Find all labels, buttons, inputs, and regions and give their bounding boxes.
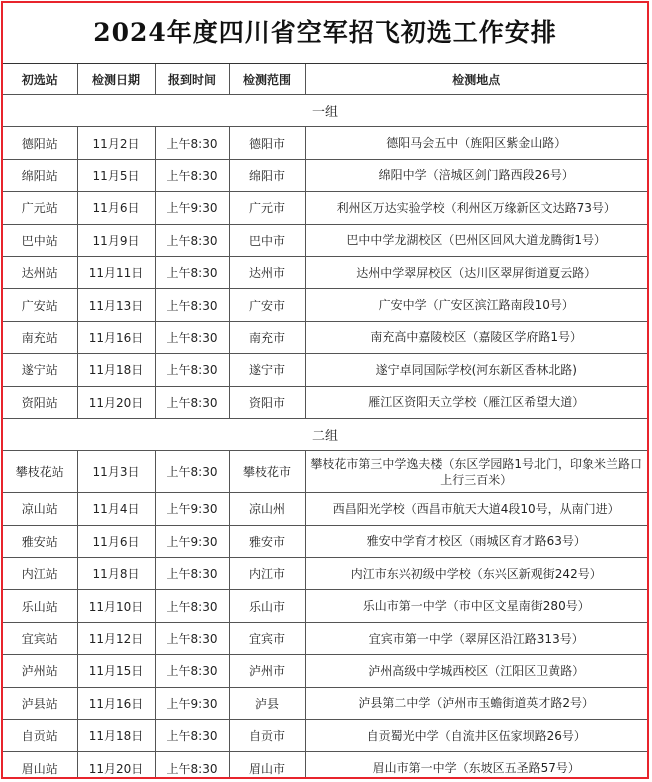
cell-time: 上午9:30 [155, 493, 229, 525]
cell-site: 雁江区资阳天立学校（雁江区希望大道） [305, 386, 647, 418]
cell-date: 11月20日 [77, 386, 155, 418]
cell-site: 泸州高级中学城西校区（江阳区卫黄路） [305, 655, 647, 687]
cell-station: 攀枝花站 [3, 451, 77, 493]
group-header-row [3, 95, 647, 127]
cell-date: 11月3日 [77, 451, 155, 493]
document-frame [1, 1, 649, 779]
header-row [3, 64, 647, 95]
cell-station: 泸州站 [3, 655, 77, 687]
cell-date: 11月2日 [77, 127, 155, 159]
cell-site: 广安中学（广安区滨江路南段10号） [305, 289, 647, 321]
cell-time: 上午8:30 [155, 127, 229, 159]
header-station: 初选站 [3, 64, 77, 95]
cell-time: 上午8:30 [155, 720, 229, 752]
cell-station: 内江站 [3, 558, 77, 590]
cell-date: 11月10日 [77, 590, 155, 622]
header-time: 报到时间 [155, 64, 229, 95]
cell-station: 泸县站 [3, 687, 77, 719]
table-row [3, 159, 647, 191]
cell-site: 内江市东兴初级中学校（东兴区新观街242号） [305, 558, 647, 590]
cell-station: 达州站 [3, 256, 77, 288]
table-row [3, 590, 647, 622]
cell-site: 雅安中学育才校区（雨城区育才路63号） [305, 525, 647, 557]
cell-time: 上午8:30 [155, 224, 229, 256]
table-row [3, 655, 647, 687]
cell-station: 巴中站 [3, 224, 77, 256]
cell-date: 11月4日 [77, 493, 155, 525]
cell-date: 11月15日 [77, 655, 155, 687]
table-row [3, 720, 647, 752]
cell-site: 攀枝花市第三中学逸夫楼（东区学园路1号北门，印象米兰路口上行三百米） [305, 451, 647, 493]
cell-date: 11月12日 [77, 622, 155, 654]
cell-time: 上午8:30 [155, 354, 229, 386]
table-row [3, 354, 647, 386]
schedule-table [3, 64, 647, 779]
group-label: 二组 [3, 418, 647, 450]
cell-scope: 自贡市 [229, 720, 305, 752]
cell-time: 上午8:30 [155, 558, 229, 590]
cell-time: 上午8:30 [155, 386, 229, 418]
cell-site: 利州区万达实验学校（利州区万缘新区文达路73号） [305, 192, 647, 224]
cell-time: 上午8:30 [155, 752, 229, 779]
cell-date: 11月9日 [77, 224, 155, 256]
cell-site: 巴中中学龙湖校区（巴州区回风大道龙腾街1号） [305, 224, 647, 256]
cell-site: 遂宁卓同国际学校(河东新区香林北路) [305, 354, 647, 386]
cell-time: 上午8:30 [155, 590, 229, 622]
cell-station: 广元站 [3, 192, 77, 224]
cell-time: 上午9:30 [155, 525, 229, 557]
table-row [3, 451, 647, 493]
cell-site: 泸县第二中学（泸州市玉蟾街道英才路2号） [305, 687, 647, 719]
cell-date: 11月6日 [77, 192, 155, 224]
cell-site: 南充高中嘉陵校区（嘉陵区学府路1号） [305, 321, 647, 353]
table-row [3, 558, 647, 590]
cell-scope: 广元市 [229, 192, 305, 224]
cell-station: 遂宁站 [3, 354, 77, 386]
table-row [3, 386, 647, 418]
table-row [3, 224, 647, 256]
cell-site: 绵阳中学（涪城区剑门路西段26号） [305, 159, 647, 191]
cell-site: 宜宾市第一中学（翠屏区沿江路313号） [305, 622, 647, 654]
cell-scope: 泸县 [229, 687, 305, 719]
table-row [3, 192, 647, 224]
header-scope: 检测范围 [229, 64, 305, 95]
cell-scope: 泸州市 [229, 655, 305, 687]
cell-station: 雅安站 [3, 525, 77, 557]
cell-date: 11月18日 [77, 720, 155, 752]
table-row [3, 127, 647, 159]
cell-station: 乐山站 [3, 590, 77, 622]
cell-station: 自贡站 [3, 720, 77, 752]
cell-scope: 攀枝花市 [229, 451, 305, 493]
cell-scope: 绵阳市 [229, 159, 305, 191]
cell-station: 德阳站 [3, 127, 77, 159]
cell-scope: 遂宁市 [229, 354, 305, 386]
cell-date: 11月13日 [77, 289, 155, 321]
cell-time: 上午8:30 [155, 622, 229, 654]
group-header-row [3, 418, 647, 450]
cell-site: 乐山市第一中学（市中区文星南街280号） [305, 590, 647, 622]
cell-scope: 资阳市 [229, 386, 305, 418]
cell-station: 绵阳站 [3, 159, 77, 191]
cell-station: 南充站 [3, 321, 77, 353]
table-row [3, 687, 647, 719]
cell-date: 11月16日 [77, 687, 155, 719]
cell-scope: 广安市 [229, 289, 305, 321]
cell-time: 上午8:30 [155, 321, 229, 353]
cell-date: 11月5日 [77, 159, 155, 191]
group-label: 一组 [3, 95, 647, 127]
cell-station: 资阳站 [3, 386, 77, 418]
cell-site: 达州中学翠屏校区（达川区翠屏街道夏云路） [305, 256, 647, 288]
cell-scope: 巴中市 [229, 224, 305, 256]
cell-scope: 眉山市 [229, 752, 305, 779]
cell-time: 上午8:30 [155, 289, 229, 321]
cell-station: 宜宾站 [3, 622, 77, 654]
cell-station: 广安站 [3, 289, 77, 321]
cell-time: 上午8:30 [155, 655, 229, 687]
cell-time: 上午9:30 [155, 687, 229, 719]
header-site: 检测地点 [305, 64, 647, 95]
cell-scope: 达州市 [229, 256, 305, 288]
cell-scope: 南充市 [229, 321, 305, 353]
cell-date: 11月20日 [77, 752, 155, 779]
table-row [3, 493, 647, 525]
table-row [3, 622, 647, 654]
cell-date: 11月6日 [77, 525, 155, 557]
table-row [3, 289, 647, 321]
cell-scope: 乐山市 [229, 590, 305, 622]
cell-scope: 雅安市 [229, 525, 305, 557]
cell-station: 眉山站 [3, 752, 77, 779]
page-title: 2024年度四川省空军招飞初选工作安排 [3, 3, 647, 64]
cell-time: 上午8:30 [155, 159, 229, 191]
cell-date: 11月11日 [77, 256, 155, 288]
cell-site: 自贡蜀光中学（自流井区伍家坝路26号） [305, 720, 647, 752]
cell-time: 上午8:30 [155, 256, 229, 288]
table-row [3, 752, 647, 779]
cell-site: 德阳马会五中（旌阳区紫金山路） [305, 127, 647, 159]
cell-site: 西昌阳光学校（西昌市航天大道4段10号，从南门进） [305, 493, 647, 525]
table-row [3, 525, 647, 557]
header-date: 检测日期 [77, 64, 155, 95]
cell-scope: 内江市 [229, 558, 305, 590]
cell-site: 眉山市第一中学（东坡区五圣路57号） [305, 752, 647, 779]
cell-time: 上午8:30 [155, 451, 229, 493]
cell-scope: 德阳市 [229, 127, 305, 159]
table-row [3, 256, 647, 288]
cell-date: 11月18日 [77, 354, 155, 386]
cell-time: 上午9:30 [155, 192, 229, 224]
cell-date: 11月16日 [77, 321, 155, 353]
cell-scope: 凉山州 [229, 493, 305, 525]
cell-scope: 宜宾市 [229, 622, 305, 654]
table-row [3, 321, 647, 353]
cell-date: 11月8日 [77, 558, 155, 590]
cell-station: 凉山站 [3, 493, 77, 525]
